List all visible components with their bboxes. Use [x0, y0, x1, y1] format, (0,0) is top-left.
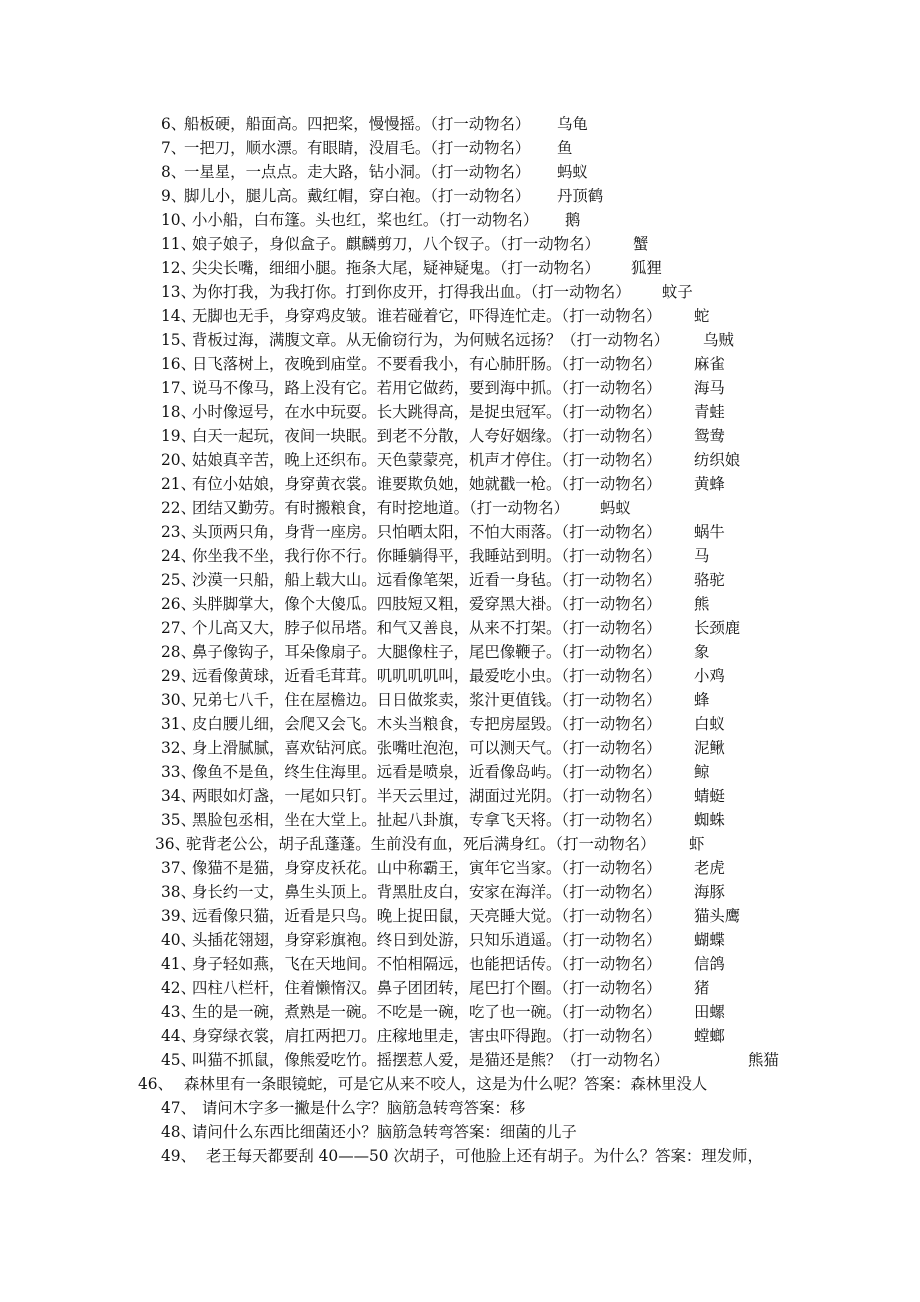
- riddle-line: [0, 976, 920, 1000]
- riddle-text: 船板硬，船面高。四把桨，慢慢摇。（打一动物名）: [184, 115, 531, 133]
- riddle-answer: 蚊子: [662, 283, 693, 301]
- riddle-text: 黑脸包丞相，坐在大堂上。扯起八卦旗，专拿飞天将。（打一动物名）: [192, 811, 662, 829]
- riddle-answer: 骆驼: [694, 571, 725, 589]
- riddle-number: 45、: [161, 1051, 196, 1069]
- riddle-number: 39、: [161, 907, 196, 925]
- riddle-answer: 象: [694, 643, 710, 661]
- riddle-answer: 乌龟: [557, 115, 588, 133]
- riddle-text: 一把刀，顺水漂。有眼睛，没眉毛。（打一动物名）: [184, 139, 531, 157]
- riddle-line: [0, 808, 920, 832]
- riddle-number: 43、: [161, 1003, 196, 1021]
- riddle-answer: 麻雀: [694, 355, 725, 373]
- riddle-number: 42、: [161, 979, 196, 997]
- riddle-text: 无脚也无手，身穿鸡皮皱。谁若碰着它，吓得连忙走。（打一动物名）: [192, 307, 662, 325]
- riddle-number: 25、: [161, 571, 196, 589]
- riddle-number: 10、: [161, 211, 196, 229]
- riddle-line: [0, 880, 920, 904]
- riddle-text: 远看像只猫，近看是只鸟。晚上捉田鼠，天亮睡大觉。（打一动物名）: [192, 907, 662, 925]
- riddle-answer: 丹顶鹤: [557, 187, 604, 205]
- riddle-number: 8、: [161, 163, 187, 181]
- riddle-text: 你坐我不坐，我行你不行。你睡躺得平，我睡站到明。（打一动物名）: [192, 547, 662, 565]
- riddle-line: [0, 112, 920, 136]
- riddle-answer: 海豚: [694, 883, 725, 901]
- riddle-answer: 老虎: [694, 859, 725, 877]
- riddle-line: [0, 568, 920, 592]
- riddle-line: [0, 688, 920, 712]
- riddle-text: 像猫不是猫，身穿皮袄花。山中称霸王，寅年它当家。（打一动物名）: [192, 859, 662, 877]
- riddle-number: 23、: [161, 523, 196, 541]
- riddle-number: 27、: [161, 619, 196, 637]
- riddle-text: 沙漠一只船，船上载大山。远看像笔架，近看一身毡。（打一动物名）: [192, 571, 662, 589]
- riddle-line: [0, 472, 920, 496]
- riddle-line: [0, 160, 920, 184]
- riddle-line: [0, 544, 920, 568]
- riddle-number: 31、: [161, 715, 196, 733]
- riddle-text: 小时像逗号，在水中玩耍。长大跳得高，是捉虫冠军。（打一动物名）: [192, 403, 662, 421]
- riddle-line: [0, 1024, 920, 1048]
- riddle-line: [0, 856, 920, 880]
- riddle-line: [0, 520, 920, 544]
- riddle-answer: 田螺: [694, 1003, 725, 1021]
- riddle-line: [0, 1048, 920, 1072]
- riddle-line: [0, 616, 920, 640]
- riddle-number: 14、: [161, 307, 196, 325]
- riddle-text: 两眼如灯盏，一尾如只钉。半天云里过，湖面过光阴。（打一动物名）: [192, 787, 662, 805]
- riddle-line: [0, 448, 920, 472]
- riddle-answer: 蟹: [633, 235, 649, 253]
- riddle-text: 小小船，白布篷。头也红，桨也红。（打一动物名）: [192, 211, 539, 229]
- riddle-number: 29、: [161, 667, 196, 685]
- riddle-number: 35、: [161, 811, 196, 829]
- teaser-line: [0, 1120, 920, 1144]
- riddle-text: 像鱼不是鱼，终生住海里。远看是喷泉，近看像岛屿。（打一动物名）: [192, 763, 662, 781]
- riddle-text: 驼背老公公，胡子乱蓬蓬。生前没有血，死后满身红。（打一动物名）: [186, 835, 656, 853]
- riddle-line: [0, 904, 920, 928]
- riddle-answer: 蜂: [694, 691, 710, 709]
- teaser-number: 46、: [138, 1075, 173, 1093]
- riddle-answer: 蛇: [694, 307, 710, 325]
- riddle-line: [0, 352, 920, 376]
- riddle-number: 13、: [161, 283, 196, 301]
- riddle-answer: 蚂蚁: [600, 499, 631, 517]
- riddle-line: [0, 640, 920, 664]
- riddle-line: [0, 832, 920, 856]
- riddle-answer: 猪: [694, 979, 710, 997]
- riddle-text: 远看像黄球，近看毛茸茸。叽叽叽叽叫，最爱吃小虫。（打一动物名）: [192, 667, 662, 685]
- riddle-number: 28、: [161, 643, 196, 661]
- riddle-number: 33、: [161, 763, 196, 781]
- riddle-answer: 螳螂: [694, 1027, 725, 1045]
- riddle-line: [0, 592, 920, 616]
- riddle-answer: 白蚁: [694, 715, 725, 733]
- riddle-number: 41、: [161, 955, 196, 973]
- riddle-text: 为你打我，为我打你。打到你皮开，打得我出血。（打一动物名）: [192, 283, 631, 301]
- riddle-answer: 熊: [694, 595, 710, 613]
- riddle-text: 身穿绿衣裳，肩扛两把刀。庄稼地里走，害虫吓得跑。（打一动物名）: [192, 1027, 662, 1045]
- riddle-answer: 纺织娘: [694, 451, 741, 469]
- riddle-text: 有位小姑娘，身穿黄衣裳。谁要欺负她，她就戳一枪。（打一动物名）: [192, 475, 662, 493]
- riddle-answer: 狐狸: [631, 259, 662, 277]
- teaser-line: [0, 1144, 920, 1168]
- riddle-text: 皮白腰儿细，会爬又会飞。木头当粮食，专把房屋毁。（打一动物名）: [192, 715, 662, 733]
- riddle-answer: 青蛙: [694, 403, 725, 421]
- riddle-text: 生的是一碗，煮熟是一碗。不吃是一碗，吃了也一碗。（打一动物名）: [192, 1003, 662, 1021]
- riddle-text: 身长约一丈，鼻生头顶上。背黑肚皮白，安家在海洋。（打一动物名）: [192, 883, 662, 901]
- riddle-answer: 鹅: [565, 211, 581, 229]
- riddle-line: [0, 184, 920, 208]
- riddle-number: 38、: [161, 883, 196, 901]
- riddle-number: 21、: [161, 475, 196, 493]
- riddle-answer: 乌贼: [703, 331, 734, 349]
- teaser-text: 老王每天都要刮 40——50 次胡子，可他脸上还有胡子。为什么？答案：理发师，: [206, 1147, 763, 1165]
- riddle-number: 7、: [161, 139, 187, 157]
- riddle-line: [0, 136, 920, 160]
- riddle-text: 背板过海，满腹文章。从无偷窃行为，为何贼名远扬？（打一动物名）: [192, 331, 670, 349]
- riddle-number: 17、: [161, 379, 196, 397]
- teaser-line: [0, 1072, 920, 1096]
- riddle-answer: 黄蜂: [694, 475, 725, 493]
- teaser-text: 请问什么东西比细菌还小？脑筋急转弯答案：细菌的儿子: [192, 1123, 577, 1141]
- riddle-answer: 小鸡: [694, 667, 725, 685]
- riddle-text: 一星星，一点点。走大路，钻小洞。（打一动物名）: [184, 163, 531, 181]
- riddle-line: [0, 496, 920, 520]
- riddle-number: 16、: [161, 355, 196, 373]
- riddle-number: 26、: [161, 595, 196, 613]
- riddle-line: [0, 1000, 920, 1024]
- teaser-text: 请问木字多一撇是什么字？脑筋急转弯答案：移: [202, 1099, 526, 1117]
- riddle-text: 身上滑腻腻，喜欢钻河底。张嘴吐泡泡，可以测天气。（打一动物名）: [192, 739, 662, 757]
- riddle-answer: 信鸽: [694, 955, 725, 973]
- riddle-line: [0, 376, 920, 400]
- riddle-answer: 鸳鸯: [694, 427, 725, 445]
- riddle-line: [0, 424, 920, 448]
- riddle-answer: 虾: [689, 835, 705, 853]
- riddle-number: 30、: [161, 691, 196, 709]
- riddle-number: 36、: [155, 835, 190, 853]
- riddle-line: [0, 400, 920, 424]
- riddle-text: 兄弟七八千，住在屋檐边。日日做浆卖，浆汁更值钱。（打一动物名）: [192, 691, 662, 709]
- teaser-text: 森林里有一条眼镜蛇，可是它从来不咬人，这是为什么呢？答案：森林里没人: [184, 1075, 708, 1093]
- riddle-answer: 蜗牛: [694, 523, 725, 541]
- riddle-text: 脚儿小，腿儿高。戴红帽，穿白袍。（打一动物名）: [184, 187, 531, 205]
- riddle-answer: 马: [694, 547, 710, 565]
- riddle-line: [0, 928, 920, 952]
- riddle-number: 37、: [161, 859, 196, 877]
- riddle-answer: 鱼: [557, 139, 573, 157]
- teaser-number: 48、: [161, 1123, 196, 1141]
- riddle-number: 40、: [161, 931, 196, 949]
- riddle-number: 6、: [161, 115, 187, 133]
- riddle-answer: 蜘蛛: [694, 811, 725, 829]
- riddle-text: 日飞落树上，夜晚到庙堂。不要看我小，有心肺肝肠。（打一动物名）: [192, 355, 662, 373]
- riddle-number: 20、: [161, 451, 196, 469]
- riddle-text: 头胖脚掌大，像个大傻瓜。四肢短又粗，爱穿黑大褂。（打一动物名）: [192, 595, 662, 613]
- riddle-answer: 泥鳅: [694, 739, 725, 757]
- riddle-line: [0, 232, 920, 256]
- riddle-number: 44、: [161, 1027, 196, 1045]
- riddle-answer: 鲸: [694, 763, 710, 781]
- riddle-number: 11、: [161, 235, 196, 253]
- riddle-line: [0, 208, 920, 232]
- riddle-text: 姑娘真辛苦，晚上还织布。天色蒙蒙亮，机声才停住。（打一动物名）: [192, 451, 662, 469]
- riddle-line: [0, 664, 920, 688]
- riddle-line: [0, 760, 920, 784]
- riddle-text: 四柱八栏杆，住着懒惰汉。鼻子团团转，尾巴打个圈。（打一动物名）: [192, 979, 662, 997]
- riddle-answer: 猫头鹰: [694, 907, 741, 925]
- riddle-text: 尖尖长嘴，细细小腿。拖条大尾，疑神疑鬼。（打一动物名）: [192, 259, 600, 277]
- teaser-line: [0, 1096, 920, 1120]
- riddle-text: 头插花翎翅，身穿彩旗袍。终日到处游，只知乐逍遥。（打一动物名）: [192, 931, 662, 949]
- riddle-line: [0, 280, 920, 304]
- riddle-text: 身子轻如燕，飞在天地间。不怕相隔远，也能把话传。（打一动物名）: [192, 955, 662, 973]
- riddle-text: 头顶两只角，身背一座房。只怕晒太阳，不怕大雨落。（打一动物名）: [192, 523, 662, 541]
- riddle-number: 24、: [161, 547, 196, 565]
- riddle-answer: 熊猫: [748, 1051, 779, 1069]
- riddle-number: 32、: [161, 739, 196, 757]
- riddle-number: 9、: [161, 187, 187, 205]
- riddle-line: [0, 952, 920, 976]
- riddle-line: [0, 256, 920, 280]
- riddle-text: 个儿高又大，脖子似吊塔。和气又善良，从来不打架。（打一动物名）: [192, 619, 662, 637]
- riddle-answer: 长颈鹿: [694, 619, 741, 637]
- riddle-answer: 蝴蝶: [694, 931, 725, 949]
- riddle-line: [0, 712, 920, 736]
- teaser-number: 47、: [161, 1099, 196, 1117]
- riddle-answer: 蚂蚁: [557, 163, 588, 181]
- riddle-number: 15、: [161, 331, 196, 349]
- riddle-answer: 蜻蜓: [694, 787, 725, 805]
- riddle-text: 鼻子像钩子，耳朵像扇子。大腿像柱子，尾巴像鞭子。（打一动物名）: [192, 643, 662, 661]
- riddle-text: 说马不像马，路上没有它。若用它做药，要到海中抓。（打一动物名）: [192, 379, 662, 397]
- riddle-text: 白天一起玩，夜间一块眠。到老不分散，人夸好姻缘。（打一动物名）: [192, 427, 662, 445]
- riddle-number: 19、: [161, 427, 196, 445]
- riddle-line: [0, 736, 920, 760]
- riddle-line: [0, 328, 920, 352]
- riddle-answer: 海马: [694, 379, 725, 397]
- riddle-text: 叫猫不抓鼠，像熊爱吃竹。摇摆惹人爱，是猫还是熊？（打一动物名）: [192, 1051, 670, 1069]
- riddle-number: 12、: [161, 259, 196, 277]
- riddle-number: 34、: [161, 787, 196, 805]
- riddle-number: 18、: [161, 403, 196, 421]
- riddle-line: [0, 304, 920, 328]
- riddle-line: [0, 784, 920, 808]
- teaser-number: 49、: [161, 1147, 196, 1165]
- riddle-number: 22、: [161, 499, 196, 517]
- riddle-text: 团结又勤劳。有时搬粮食，有时挖地道。（打一动物名）: [192, 499, 570, 517]
- riddle-text: 娘子娘子，身似盒子。麒麟剪刀，八个钗子。（打一动物名）: [192, 235, 600, 253]
